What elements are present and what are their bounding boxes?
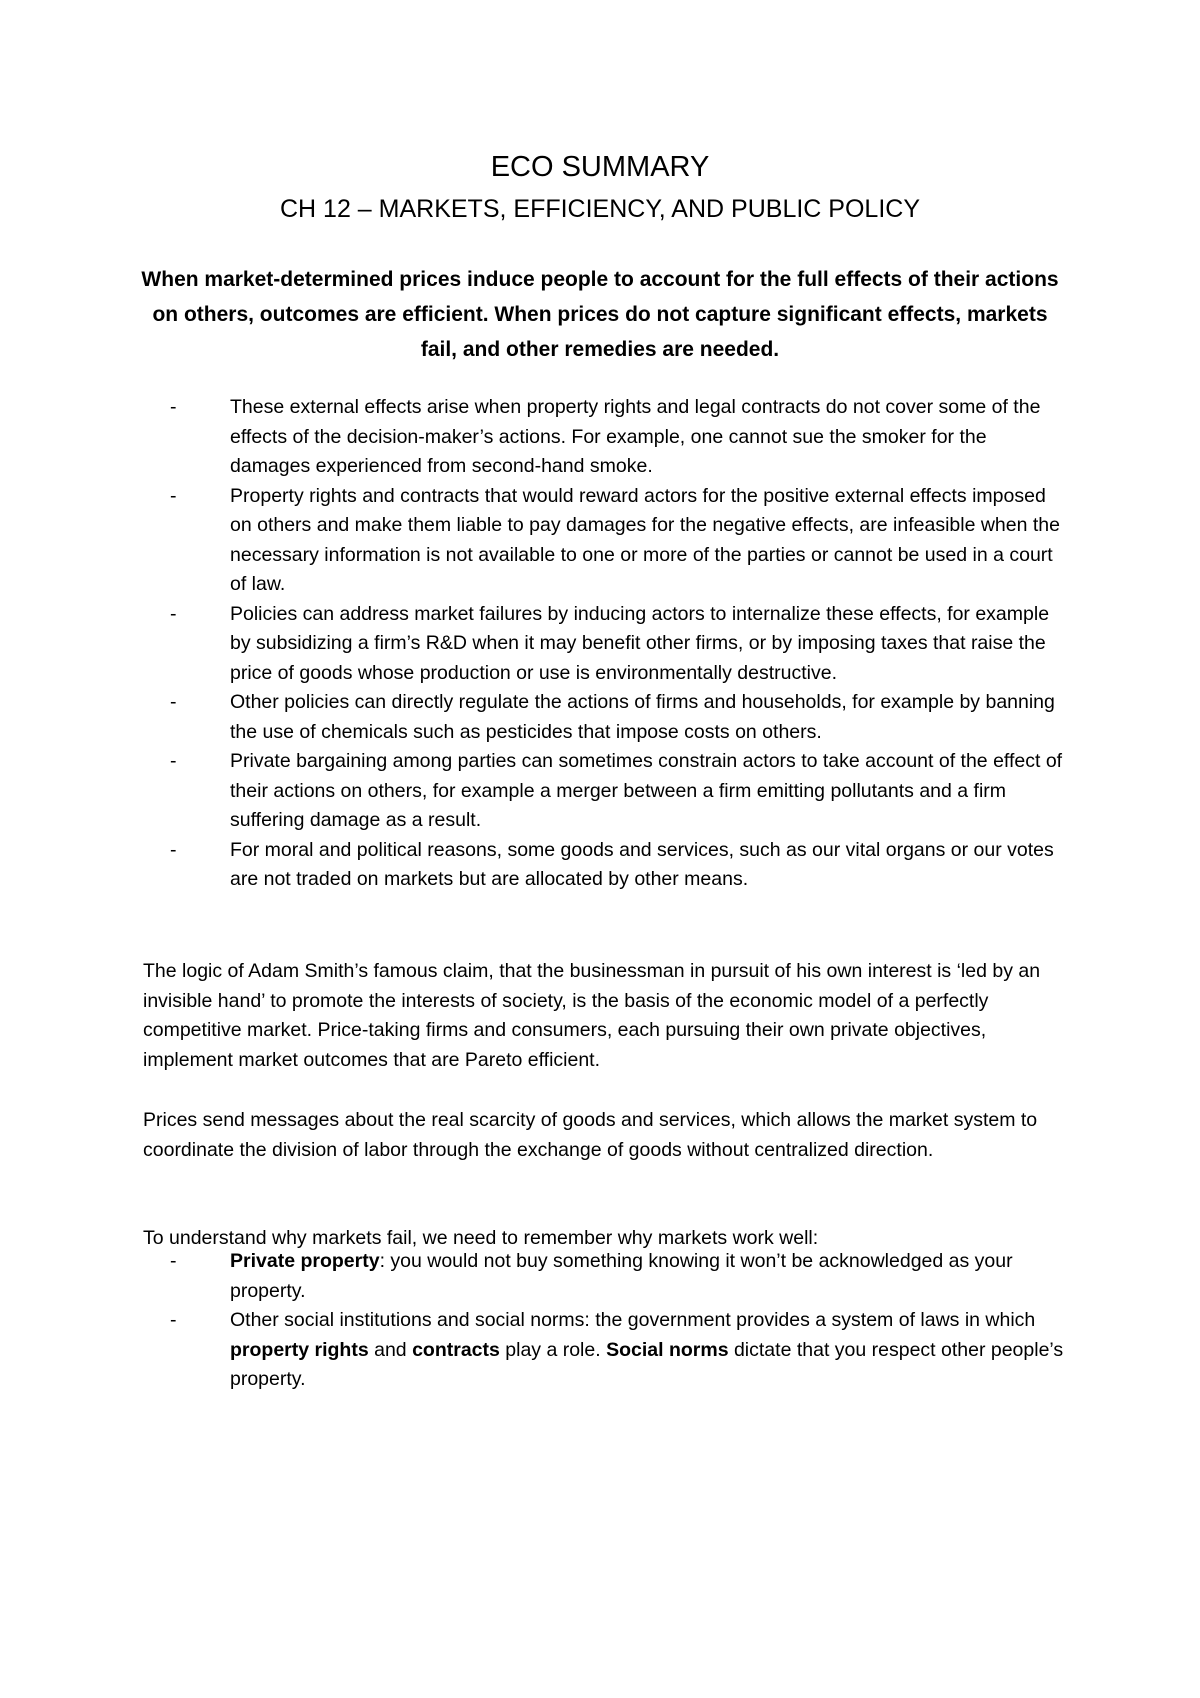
bullet-dash: -: [170, 1309, 177, 1331]
why-markets-work-list: [0, 1247, 1200, 1395]
invisible-hand-paragraph: The logic of Adam Smith’s famous claim, that the businessman in pursuit of his own interest is ‘led by an invisible hand’ to promote the interests of society, is the basis of the economic model of a perfectly competitive market. Price-taking firms and consumers, each pursuing their own private objectives, implement market outcomes that are Pareto efficient.: [143, 960, 1041, 1071]
price-signals-paragraph: Prices send messages about the real scarcity of goods and services, which allows the market system to coordinate the division of labor through the exchange of goods without centralized direction.: [143, 1109, 1038, 1161]
bullet-dash: -: [170, 691, 177, 713]
bullet-dash: -: [170, 602, 177, 625]
thesis-statement: When market-determined prices induce people to account for the full effects of their actions on others, outcomes are efficient. When prices do not capture significant effects, markets fail, and other remedies are needed.: [141, 268, 1059, 361]
bold-term: Private property: [230, 1250, 380, 1272]
list-item-text: Policies can address market failures by inducing actors to internalize these effects, for example by subsidizing a firm’s R&D when it may benefit other firms, or by imposing taxes that raise the price of goods whose production or use is environmentally destructive.: [230, 602, 1050, 684]
list-item-text: These external effects arise when property rights and legal contracts do not cover some of the effects of the decision-maker’s actions. For example, one cannot sue the smoker for the damages experienced from second-hand smoke.: [230, 396, 1041, 477]
bullet-dash: -: [170, 484, 177, 507]
text-span: play a role.: [499, 1338, 607, 1361]
list-item-text: For moral and political reasons, some goods and services, such as our vital organs or our votes are not traded on markets but are allocated by other means.: [230, 838, 1054, 890]
list-item-text: [230, 1309, 1063, 1390]
list-item: [0, 600, 1065, 689]
list-item: [0, 836, 1065, 895]
external-effects-list: [0, 393, 1200, 895]
bold-term: property rights: [230, 1338, 369, 1361]
bullet-dash: -: [170, 1250, 177, 1272]
list-item-text: Private bargaining among parties can sometimes constrain actors to take account of the effect of their actions on others, for example a merger between a firm emitting pollutants and a firm suffering damage as a result.: [230, 750, 1063, 831]
list-item-text: Property rights and contracts that would reward actors for the positive external effects imposed on others and make them liable to pay damages for the negative effects, are infeasible when the necessary information is not available to one or more of the parties or cannot be used in a court of law.: [230, 484, 1060, 595]
why-markets-work-intro: To understand why markets fail, we need to remember why markets work well:: [143, 1227, 819, 1249]
bullet-dash: -: [170, 750, 177, 772]
chapter-subtitle: CH 12 – MARKETS, EFFICIENCY, AND PUBLIC POLICY: [280, 195, 920, 223]
list-item-text: [230, 1250, 1013, 1302]
bold-term: contracts: [412, 1338, 500, 1361]
text-span: and: [368, 1338, 413, 1361]
document-title: ECO SUMMARY: [490, 151, 710, 183]
list-item: [0, 393, 1065, 482]
bullet-dash: -: [170, 838, 177, 861]
list-item-text: Other policies can directly regulate the actions of firms and households, for example by banning the use of chemicals such as pesticides that impose costs on others.: [230, 691, 1055, 743]
list-item: [0, 1306, 1065, 1395]
list-item: [0, 747, 1065, 836]
bullet-dash: -: [170, 396, 177, 418]
list-item: [0, 1247, 1065, 1306]
list-item: [0, 688, 1065, 747]
text-span: : you would not buy something knowing it won’t be acknowledged as your property.: [230, 1250, 1013, 1302]
text-span: dictate that you respect other people’s property.: [230, 1338, 1064, 1390]
text-span: Other social institutions and social norms: the government provides a system of laws in which: [230, 1309, 1036, 1331]
list-item: [0, 482, 1065, 600]
bold-term: Social norms: [606, 1338, 729, 1361]
